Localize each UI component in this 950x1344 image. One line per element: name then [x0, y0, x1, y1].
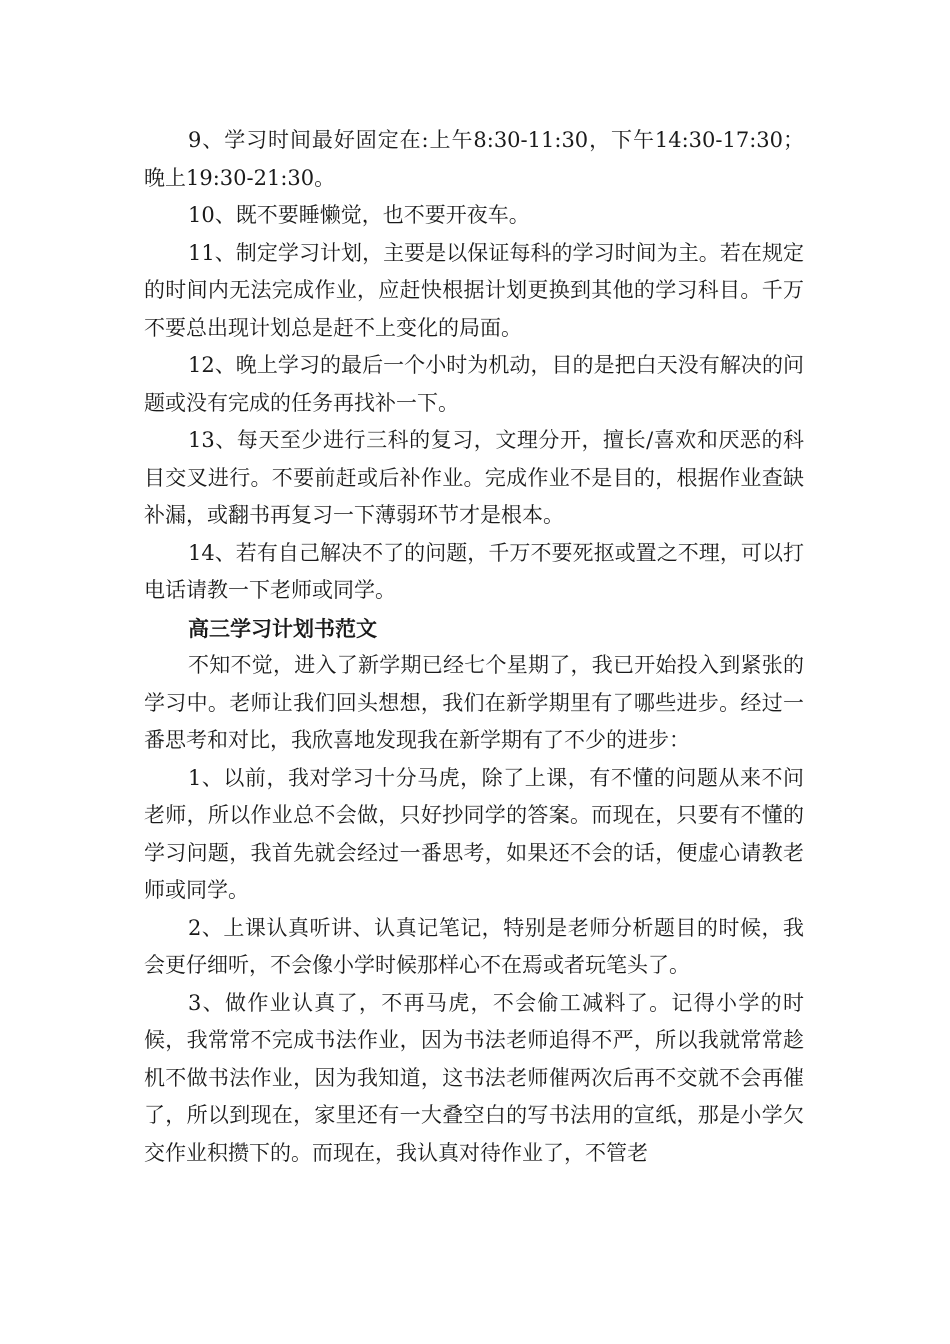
paragraph-item-10: 10、既不要睡懒觉，也不要开夜车。	[188, 203, 530, 227]
intro-paragraph: 不知不觉，进入了新学期已经七个星期了，我已开始投入到紧张的学习中。老师让我们回头想想，我们在新学期里有了哪些进步。经过一番思考和对比，我欣喜地发现我在新学期有了不少的进步：	[144, 653, 804, 752]
paragraph-item-13: 13、每天至少进行三科的复习，文理分开，擅长/喜欢和厌恶的科目交叉进行。不要前赶或后补作业。完成作业不是目的，根据作业查缺补漏，或翻书再复习一下薄弱环节才是根本。	[144, 428, 804, 527]
progress-item-2: 2、上课认真听讲、认真记笔记，特别是老师分析题目的时候，我会更仔细听，不会像小学时候那样心不在焉或者玩笔头了。	[144, 915, 804, 977]
document-page	[144, 122, 804, 1172]
paragraph-item-9: 9、学习时间最好固定在:上午8:30-11:30，下午14:30-17:30；晚上19:30-21:30。	[144, 128, 804, 190]
paragraph-item-12: 12、晚上学习的最后一个小时为机动，目的是把白天没有解决的问题或没有完成的任务再找补一下。	[144, 353, 804, 415]
progress-item-1: 1、以前，我对学习十分马虎，除了上课，有不懂的问题从来不问老师，所以作业总不会做，只好抄同学的答案。而现在，只要有不懂的学习问题，我首先就会经过一番思考，如果还不会的话，便虚心请教老师或同学。	[144, 765, 804, 902]
paragraph-item-11: 11、制定学习计划，主要是以保证每科的学习时间为主。若在规定的时间内无法完成作业，应赶快根据计划更换到其他的学习科目。千万不要总出现计划总是赶不上变化的局面。	[144, 240, 804, 340]
section-heading: 高三学习计划书范文	[188, 615, 377, 641]
paragraph-item-14: 14、若有自己解决不了的问题，千万不要死抠或置之不理，可以打电话请教一下老师或同学。	[144, 540, 804, 602]
progress-item-3: 3、做作业认真了，不再马虎，不会偷工减料了。记得小学的时候，我常常不完成书法作业，因为书法老师追得不严，所以我就常常趁机不做书法作业，因为我知道，这书法老师催两次后再不交就不会再催了，所以到现在，家里还有一大叠空白的写书法用的宣纸，那是小学欠交作业积攒下的。而现在，我认真对待作业了，不管老	[144, 990, 804, 1165]
